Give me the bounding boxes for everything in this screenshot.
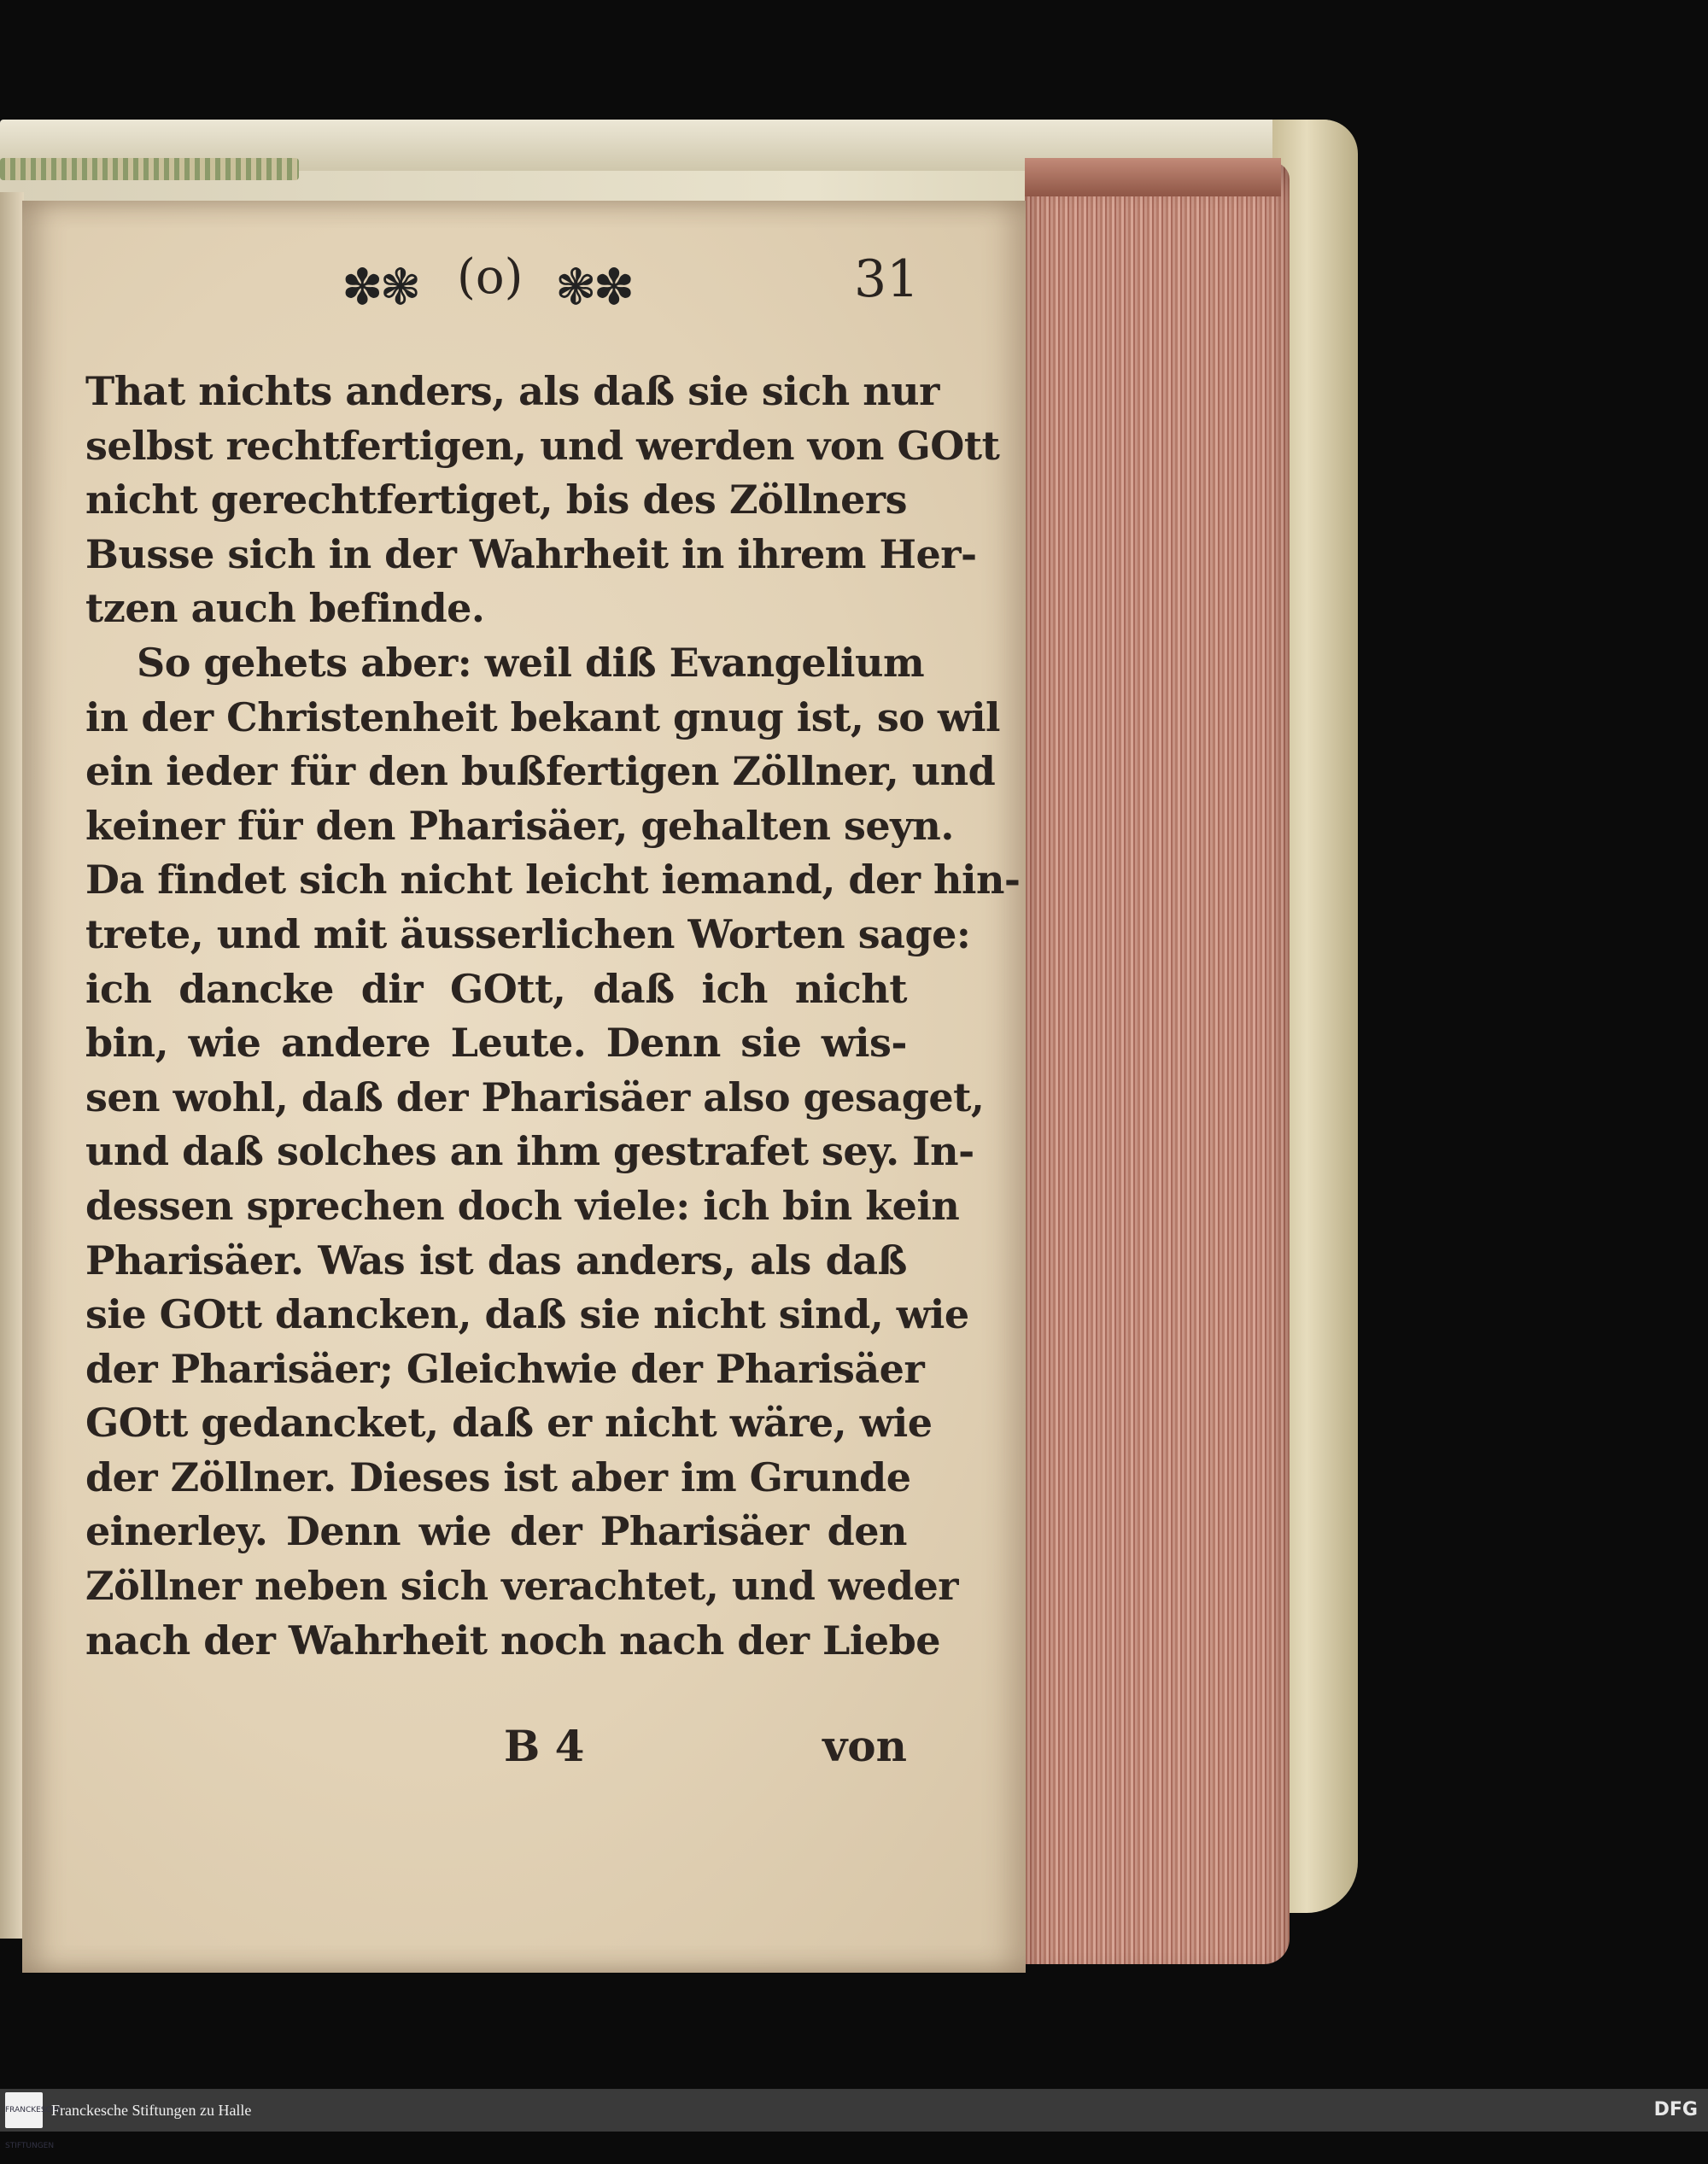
page-footer: [85, 1721, 907, 1781]
text-line: bin, wie andere Leute. Denn sie wis-: [85, 1020, 907, 1067]
text-line: That nichts anders, als daß sie sich nur: [85, 368, 939, 414]
left-page-sliver: [0, 192, 24, 1939]
dfg-logo: DFG: [1653, 2099, 1698, 2120]
page-edges-top: [1025, 158, 1281, 196]
text-line: Da findet sich nicht leicht iemand, der hin-: [85, 857, 1021, 904]
text-line: So gehets aber: weil diß Evangelium: [137, 639, 925, 686]
ornament-left-icon: ✽❃: [342, 258, 418, 316]
header-marker: (o): [457, 249, 524, 305]
text-line: ich dancke dir GOtt, daß ich nicht: [85, 965, 907, 1012]
text-line: GOtt gedancket, daß er nicht wäre, wie: [85, 1400, 933, 1447]
institution-name: Franckesche Stiftungen zu Halle: [51, 2102, 252, 2119]
text-line: und daß solches an ihm gestrafet sey. In-: [85, 1128, 974, 1175]
catchword: von: [822, 1721, 907, 1771]
text-line: nach der Wahrheit noch nach der Liebe: [85, 1617, 941, 1664]
headband: [0, 158, 299, 180]
page-edges: [1025, 162, 1290, 1964]
text-line: dessen sprechen doch viele: ich bin kein: [85, 1182, 960, 1229]
text-line: Busse sich in der Wahrheit in ihrem Her-: [85, 530, 977, 577]
page-number: 31: [854, 249, 920, 309]
text-line: tzen auch befinde.: [85, 585, 485, 632]
ornament-right-icon: ❃✽: [555, 258, 632, 316]
institution-logo-icon[interactable]: FRANCKESCHE STIFTUNGEN: [5, 2092, 43, 2128]
text-line: Pharisäer. Was ist das anders, als daß: [85, 1237, 907, 1284]
text-line: der Zöllner. Dieses ist aber im Grunde: [85, 1453, 911, 1500]
text-line: sie GOtt dancken, daß sie nicht sind, wie: [85, 1291, 969, 1338]
text-line: sen wohl, daß der Pharisäer also gesaget,: [85, 1073, 985, 1120]
text-line: nicht gerechtfertiget, bis des Zöllners: [85, 477, 907, 523]
text-line: Zöllner neben sich verachtet, und weder: [85, 1563, 958, 1610]
text-line: der Pharisäer; Gleichwie der Pharisäer: [85, 1345, 925, 1392]
viewer-bottom-bar: [0, 2089, 1708, 2150]
signature-mark: B 4: [504, 1721, 585, 1771]
running-header: [316, 249, 931, 318]
text-line: trete, und mit äusserlichen Worten sage:: [85, 910, 971, 957]
text-line: keiner für den Pharisäer, gehalten seyn.: [85, 802, 954, 849]
text-line: in der Christenheit bekant gnug ist, so wil: [85, 693, 1001, 740]
text-line: einerley. Denn wie der Pharisäer den: [85, 1508, 907, 1555]
text-line: selbst rechtfertigen, und werden von GOtt: [85, 422, 1000, 469]
body-text: [85, 365, 1021, 1668]
text-line: ein ieder für den bußfertigen Zöllner, und: [85, 748, 996, 795]
